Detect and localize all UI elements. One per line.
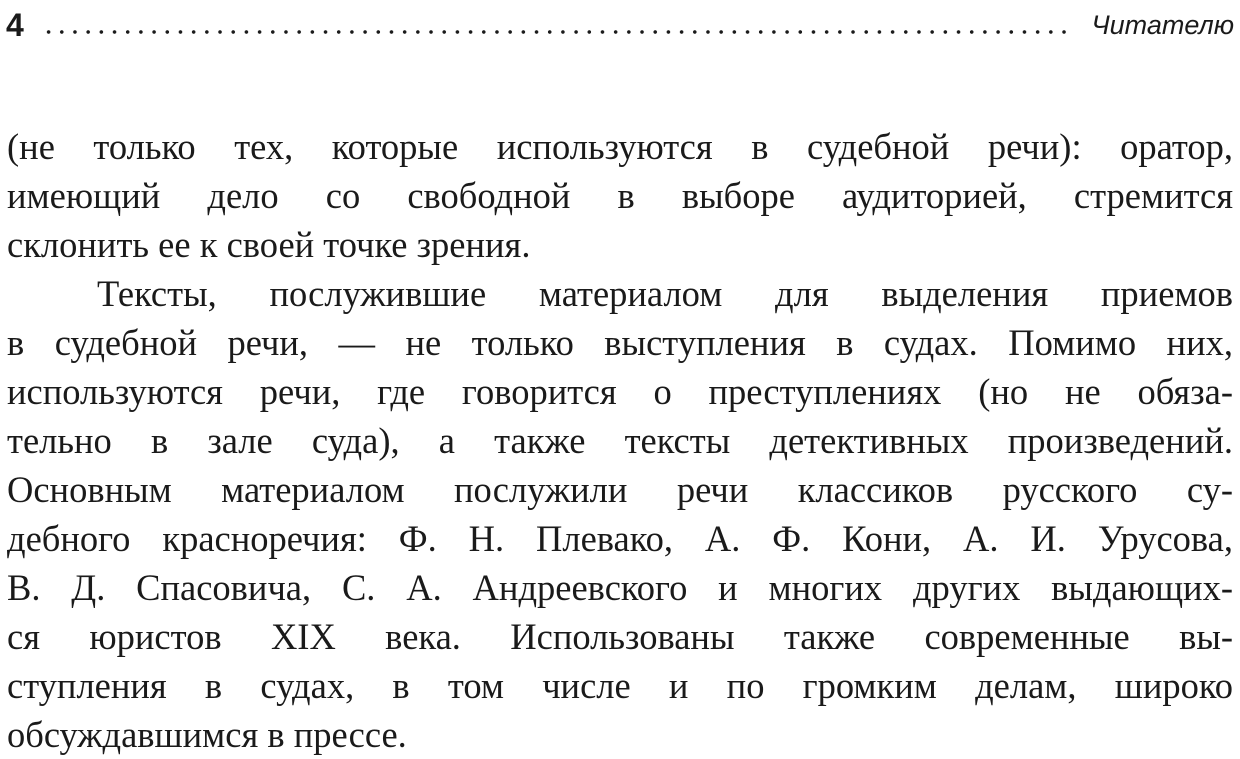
page-number: 4: [6, 7, 24, 43]
text-line: Основным материалом послужили речи классиков русского су-: [7, 469, 1233, 510]
text-line: В. Д. Спасовича, С. А. Андреевского и многих других выдающих-: [7, 567, 1233, 608]
running-head: Читателю: [1091, 9, 1234, 40]
text-line: тельно в зале суда), а также тексты детективных произведений.: [7, 420, 1233, 461]
text-line: имеющий дело со свободной в выборе аудиторией, стремится: [7, 175, 1233, 216]
text-line: обсуждавшимся в прессе.: [7, 714, 407, 755]
body-text: [7, 122, 1233, 759]
page-header: [6, 0, 1234, 50]
text-line: (не только тех, которые используются в судебной речи): оратор,: [7, 126, 1233, 167]
text-line: склонить ее к своей точке зрения.: [7, 224, 531, 265]
text-line: ся юристов XIX века. Использованы также современные вы-: [7, 616, 1233, 657]
text-line: ступления в судах, в том числе и по громким делам, широко: [7, 665, 1233, 706]
text-line: Тексты, послужившие материалом для выделения приемов: [97, 273, 1233, 314]
text-line: в судебной речи, — не только выступления в судах. Помимо них,: [7, 322, 1233, 363]
dotted-leader: [42, 30, 1074, 34]
text-line: используются речи, где говорится о преступлениях (но не обяза-: [7, 371, 1233, 412]
text-line: дебного красноречия: Ф. Н. Плевако, А. Ф. Кони, А. И. Урусова,: [7, 518, 1233, 559]
